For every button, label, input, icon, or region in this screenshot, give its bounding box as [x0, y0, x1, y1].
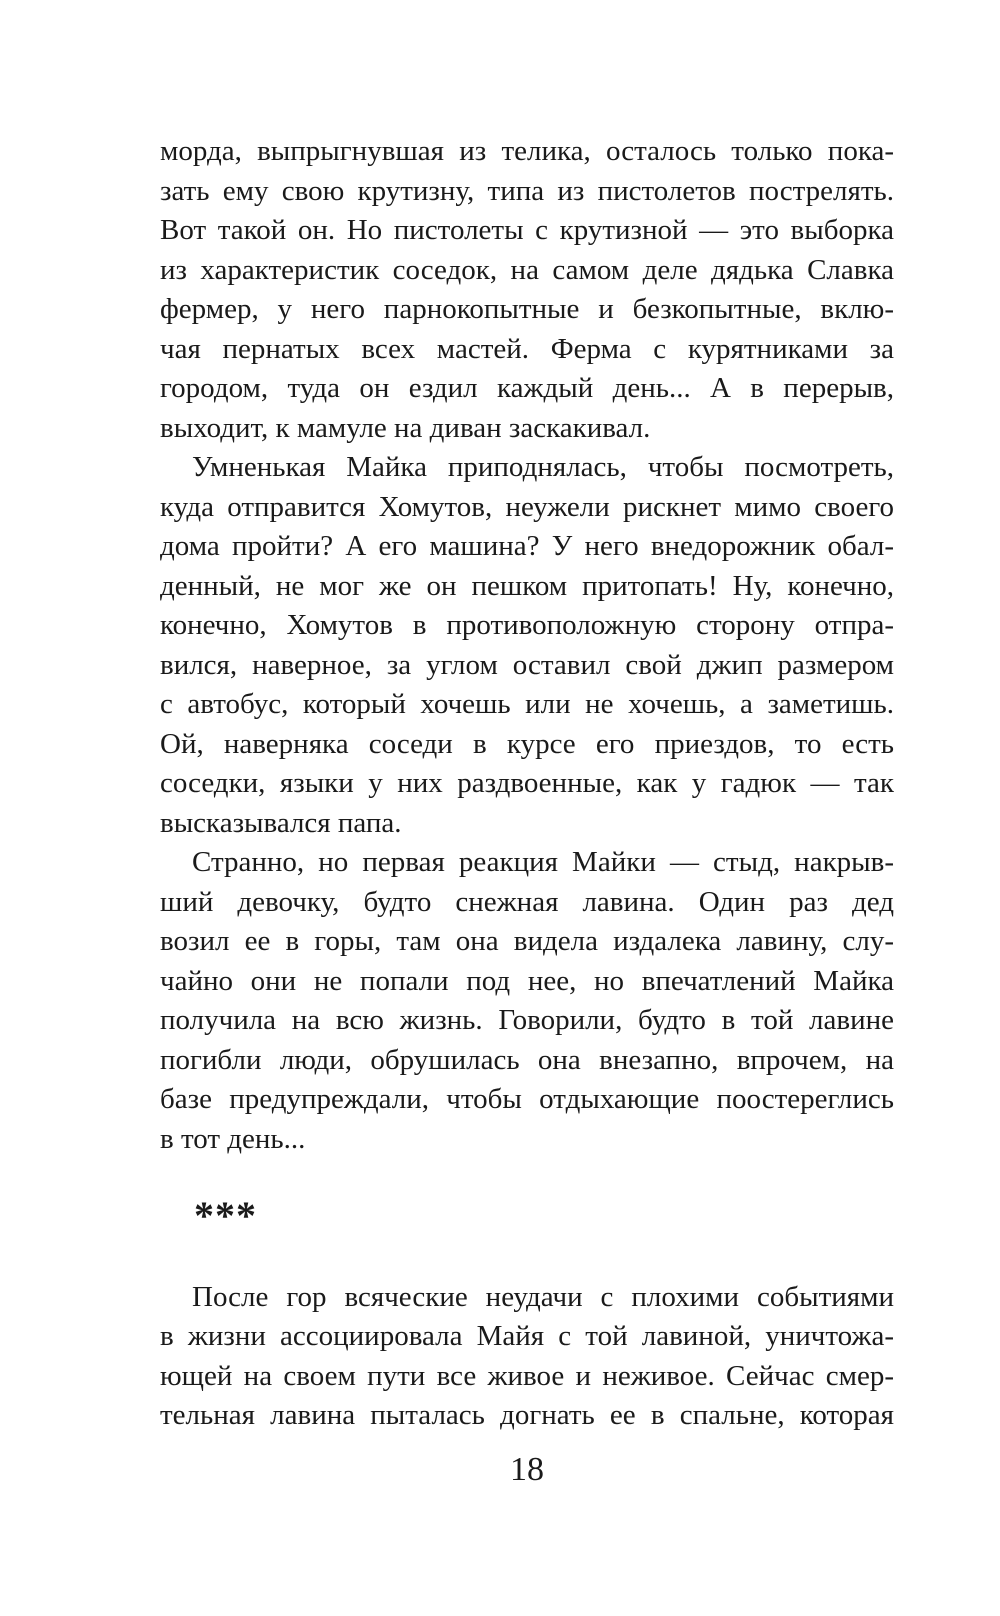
text-line: в жизни ассоциировала Майя с той лавиной, уничтожа-: [160, 1320, 894, 1352]
text-line: возил ее в горы, там она видела издалека лавину, слу-: [160, 925, 894, 957]
paragraph-3: [160, 843, 894, 1159]
text-line: дома пройти? А его машина? У него внедорожник обал-: [160, 530, 894, 562]
text-line: ший девочку, будто снежная лавина. Один раз дед: [160, 885, 894, 918]
text-line: из характеристик соседок, на самом деле дядька Славка: [160, 253, 894, 286]
text-line: вился, наверное, за углом оставил свой джип размером: [160, 648, 894, 681]
text-line: зать ему свою крутизну, типа из пистолетов пострелять.: [160, 174, 894, 207]
text-line: выходит, к мамуле на диван заскакивал.: [160, 411, 651, 444]
text-line: получила на всю жизнь. Говорили, будто в той лавине: [160, 1004, 894, 1036]
section-separator: ***: [194, 1192, 257, 1238]
text-line: Ой, наверняка соседи в курсе его приездов, то есть: [160, 727, 894, 760]
paragraph-2: [160, 448, 894, 843]
page-number: 18: [510, 1451, 544, 1488]
text-line: После гор всяческие неудачи с плохими событиями: [192, 1280, 894, 1313]
text-line: тельная лавина пыталась догнать ее в спальне, которая: [160, 1399, 894, 1431]
text-line: Странно, но первая реакция Майки — стыд, накрыв-: [192, 846, 894, 878]
text-line: базе предупреждали, чтобы отдыхающие поостереглись: [160, 1083, 894, 1115]
text-line: в тот день...: [160, 1122, 306, 1155]
text-line: Вот такой он. Но пистолеты с крутизной — это выборка: [160, 214, 894, 246]
paragraph-5: [160, 1278, 894, 1436]
text-line: соседки, языки у них раздвоенные, как у гадюк — так: [160, 767, 894, 799]
text-line: чайно они не попали под нее, но впечатлений Майка: [160, 964, 894, 997]
text-line: ющей на своем пути все живое и неживое. Сейчас смер-: [160, 1359, 894, 1392]
text-line: морда, выпрыгнувшая из телика, осталось только пока-: [160, 135, 894, 167]
text-line: высказывался папа.: [160, 806, 402, 839]
text-line: чая пернатых всех мастей. Ферма с курятниками за: [160, 332, 894, 365]
text-line: денный, не мог же он пешком притопать! Ну, конечно,: [160, 569, 894, 602]
text-line: Умненькая Майка приподнялась, чтобы посмотреть,: [192, 451, 894, 483]
text-line: фермер, у него парнокопытные и безкопытные, вклю-: [160, 293, 894, 325]
text-block: [160, 132, 894, 1436]
text-line: конечно, Хомутов в противоположную сторону отпра-: [160, 609, 894, 641]
text-line: с автобус, который хочешь или не хочешь, а заметишь.: [160, 688, 894, 720]
text-line: куда отправится Хомутов, неужели рискнет мимо своего: [160, 490, 894, 523]
text-line: городом, туда он ездил каждый день... А в перерыв,: [160, 372, 894, 404]
text-line: погибли люди, обрушилась она внезапно, впрочем, на: [160, 1043, 894, 1076]
paragraph-1: [160, 132, 894, 448]
